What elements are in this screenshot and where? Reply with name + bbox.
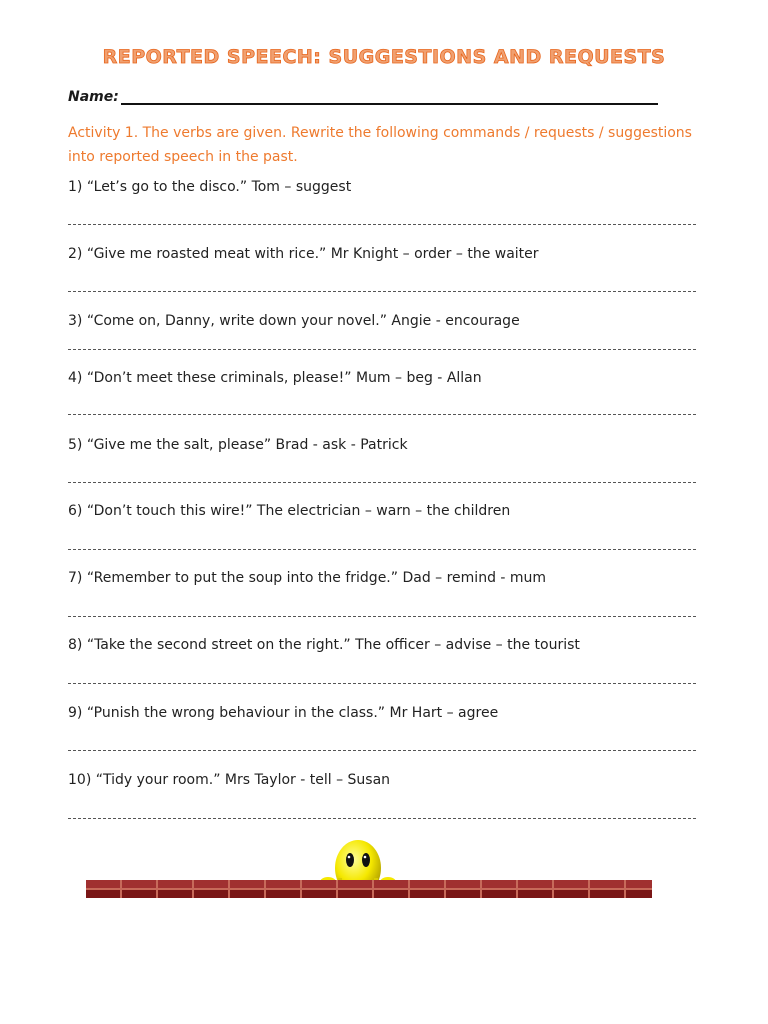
answer-line[interactable] [68,683,696,684]
name-label: Name: [68,89,119,105]
question-item: 4) “Don’t meet these criminals, please!” Mum – beg - Allan [68,370,482,386]
answer-line[interactable] [68,482,696,483]
question-item: 6) “Don’t touch this wire!” The electrician – warn – the children [68,503,511,519]
question-item: 2) “Give me roasted meat with rice.” Mr Knight – order – the waiter [68,246,539,262]
answer-line[interactable] [68,616,696,617]
question-item: 5) “Give me the salt, please” Brad - ask - Patrick [68,437,408,453]
answer-line[interactable] [68,291,696,292]
answer-line[interactable] [68,414,696,415]
answer-line[interactable] [68,818,696,819]
question-item: 7) “Remember to put the soup into the fridge.” Dad – remind - mum [68,570,547,586]
question-item: 8) “Take the second street on the right.” The officer – advise – the tourist [68,637,580,653]
answer-line[interactable] [68,349,696,350]
question-item: 1) “Let’s go to the disco.” Tom – suggest [68,179,352,195]
brick-wall-icon [86,880,652,898]
question-item: 9) “Punish the wrong behaviour in the class.” Mr Hart – agree [68,705,499,721]
answer-line[interactable] [68,549,696,550]
answer-line[interactable] [68,750,696,751]
question-item: 3) “Come on, Danny, write down your novel.” Angie - encourage [68,313,520,329]
name-underline[interactable] [121,91,658,105]
name-field[interactable] [68,89,658,105]
activity-instructions: Activity 1. The verbs are given. Rewrite the following commands / requests / suggestions into reported speech in the past. [68,125,692,165]
worksheet-title: REPORTED SPEECH: SUGGESTIONS AND REQUESTS [102,46,666,68]
question-item: 10) “Tidy your room.” Mrs Taylor - tell – Susan [68,772,391,788]
answer-line[interactable] [68,224,696,225]
